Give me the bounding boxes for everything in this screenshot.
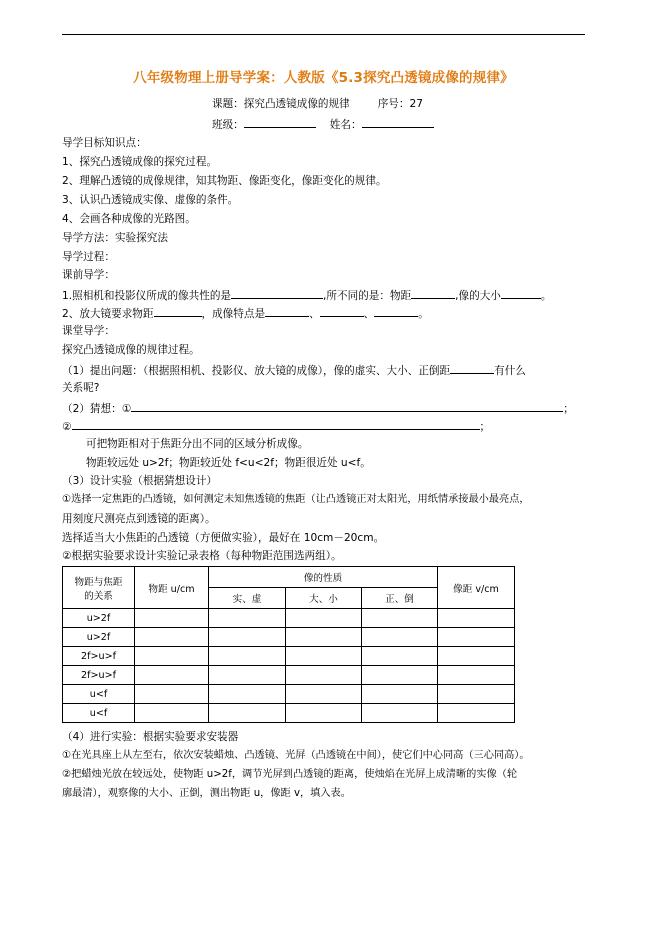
q1-end: 。: [540, 290, 552, 302]
experiment-step-2a: ②把蜡烛光放在较远处，使物距 u>2f，调节光屏到凸透镜的距离，使烛焰在光屏上成清晰的实像（轮: [62, 769, 518, 780]
table-cell[interactable]: [286, 647, 362, 666]
document-title: 八年级物理上册导学案：人教版《5.3探究凸透镜成像的规律》: [133, 70, 514, 86]
question-line-2: 关系呢?: [62, 382, 100, 394]
table-cell[interactable]: [286, 685, 362, 704]
subject-value: 探究凸透镜成像的规律: [243, 98, 350, 110]
pre-class-heading: 课前导学：: [62, 269, 115, 281]
q1-blank-1[interactable]: [231, 287, 323, 299]
q2-blank-3[interactable]: [320, 305, 364, 317]
table-cell[interactable]: [209, 647, 286, 666]
table-cell[interactable]: [286, 609, 362, 628]
row-condition: u>2f: [63, 609, 135, 628]
table-cell[interactable]: [362, 628, 438, 647]
design-step-2: 选择适当大小焦距的凸透镜（方便做实验），最好在 10cm－20cm。: [62, 532, 385, 544]
header-orientation: 正、倒: [362, 588, 438, 609]
design-step-1a: ①选择一定焦距的凸透镜，如何测定未知焦透镜的焦距（让凸透镜正对太阳光，用纸情承接最小最亮点，: [62, 494, 530, 505]
table-cell[interactable]: [362, 647, 438, 666]
guess-end-2: ；: [479, 421, 491, 433]
table-cell[interactable]: [209, 628, 286, 647]
header-rule: [62, 34, 585, 35]
table-cell[interactable]: [286, 628, 362, 647]
question-tail: 有什么: [494, 365, 526, 377]
table-cell[interactable]: [135, 685, 209, 704]
serial-label: 序号：: [377, 98, 410, 110]
name-label: 姓名：: [329, 119, 362, 131]
q2-sep-1: 、: [309, 308, 320, 320]
table-cell[interactable]: [438, 704, 515, 723]
q1-text-c: ,像的大小: [455, 290, 501, 302]
table-cell[interactable]: [286, 704, 362, 723]
row-condition: u>2f: [63, 628, 135, 647]
goals-heading: 导学目标知识点：: [62, 137, 147, 149]
q2-text-b: ，成像特点是: [201, 308, 266, 320]
question-blank[interactable]: [450, 362, 494, 374]
row-condition: 2f>u>f: [63, 666, 135, 685]
guess-blank-1[interactable]: [131, 400, 563, 412]
process-line: 导学过程：: [62, 251, 115, 263]
q1-text-b: ,所不同的是：物距: [323, 290, 412, 302]
pre-class-question-1: [62, 287, 551, 303]
header-image-nature: 像的性质: [209, 567, 438, 588]
table-row: [63, 666, 515, 685]
table-cell[interactable]: [209, 685, 286, 704]
header-relation-1: 物距与焦距: [74, 576, 123, 588]
class-name-line: [212, 116, 434, 132]
design-step-1b: 用刻度尺测亮点到透镜的距离）。: [62, 513, 216, 525]
table-cell[interactable]: [135, 704, 209, 723]
table-cell[interactable]: [438, 647, 515, 666]
guess-line-2: [62, 418, 490, 434]
lesson-subject-line: [212, 96, 423, 111]
q2-blank-2[interactable]: [265, 305, 309, 317]
in-class-heading: 课堂导学：: [62, 325, 115, 337]
header-image-distance: 像距 v/cm: [438, 567, 515, 609]
experiment-heading: （4）进行实验：根据实验要求安装器: [62, 731, 239, 743]
question-line: [62, 362, 526, 378]
table-row: [63, 704, 515, 723]
question-text: （1）提出问题：（根据照相机、投影仪、放大镜的成像），像的虚实、大小、正倒距: [62, 365, 451, 377]
subject-label: 课题：: [212, 98, 244, 110]
q2-blank-4[interactable]: [374, 305, 418, 317]
guess-blank-2[interactable]: [72, 418, 480, 430]
guess-line-1: [62, 400, 574, 416]
row-condition: 2f>u>f: [63, 647, 135, 666]
table-cell[interactable]: [286, 666, 362, 685]
table-cell[interactable]: [135, 609, 209, 628]
table-cell[interactable]: [135, 628, 209, 647]
header-relation: [63, 567, 135, 609]
table-cell[interactable]: [135, 666, 209, 685]
table-cell[interactable]: [209, 666, 286, 685]
table-row: [63, 685, 515, 704]
experiment-step-2b: 廓最清），观察像的大小、正倒，测出物距 u，像距 v，填入表。: [62, 788, 351, 799]
goal-item-4: 4、会画各种成像的光路图。: [62, 213, 196, 225]
guess-end-1: ；: [563, 403, 574, 415]
table-row: [63, 647, 515, 666]
goal-item-3: 3、认识凸透镜成实像、虚像的条件。: [62, 194, 239, 206]
q1-blank-3[interactable]: [501, 287, 541, 299]
in-class-intro: 探究凸透镜成像的规律过程。: [62, 344, 200, 356]
header-relation-2: 的关系: [84, 590, 113, 602]
q2-blank-1[interactable]: [154, 305, 202, 317]
header-real-virtual: 实、虚: [209, 588, 286, 609]
q1-text-a: 1.照相机和投影仪所成的像共性的是: [62, 290, 232, 302]
table-cell[interactable]: [438, 666, 515, 685]
class-blank[interactable]: [244, 116, 316, 128]
table-cell[interactable]: [135, 647, 209, 666]
guess-label-1: （2）猜想：①: [62, 403, 132, 415]
table-cell[interactable]: [209, 609, 286, 628]
q2-text-a: 2、放大镜要求物距: [62, 308, 154, 320]
table-cell[interactable]: [362, 704, 438, 723]
table-cell[interactable]: [362, 609, 438, 628]
experiment-step-1: ①在光具座上从左至右，依次安装蜡烛、凸透镜、光屏（凸透镜在中间），使它们中心同高（三心同高）。: [62, 750, 530, 761]
goal-item-1: 1、探究凸透镜成像的探究过程。: [62, 156, 218, 168]
method-line: 导学方法：实验探究法: [62, 232, 168, 244]
pre-class-question-2: [62, 305, 429, 321]
class-label: 班级：: [212, 119, 244, 131]
record-table: [62, 566, 515, 723]
hint-line-1: 可把物距相对于焦距分出不同的区域分析成像。: [86, 438, 309, 450]
guess-label-2: ②: [62, 421, 72, 433]
table-row: [63, 609, 515, 628]
table-cell[interactable]: [438, 628, 515, 647]
table-cell[interactable]: [209, 704, 286, 723]
row-condition: u<f: [63, 704, 135, 723]
header-object-distance: 物距 u/cm: [135, 567, 209, 609]
design-heading: （3）设计实验（根据猜想设计）: [62, 475, 218, 487]
serial-value: 27: [409, 98, 423, 110]
header-size: 大、小: [286, 588, 362, 609]
goal-item-2: 2、理解凸透镜的成像规律，知其物距、像距变化，像距变化的规律。: [62, 175, 387, 187]
name-blank[interactable]: [362, 116, 434, 128]
q2-sep-2: 、: [363, 308, 375, 320]
q2-end: 。: [418, 308, 429, 320]
table-cell[interactable]: [362, 666, 438, 685]
row-condition: u<f: [63, 685, 135, 704]
q1-blank-2[interactable]: [411, 287, 455, 299]
table-cell[interactable]: [362, 685, 438, 704]
table-row: [63, 628, 515, 647]
table-cell[interactable]: [438, 685, 515, 704]
design-step-3: ②根据实验要求设计实验记录表格（每种物距范围选两组）。: [62, 550, 342, 562]
table-cell[interactable]: [438, 609, 515, 628]
hint-line-2: 物距较远处 u>2f；物距较近处 f<u<2f；物距很近处 u<f。: [86, 457, 371, 469]
